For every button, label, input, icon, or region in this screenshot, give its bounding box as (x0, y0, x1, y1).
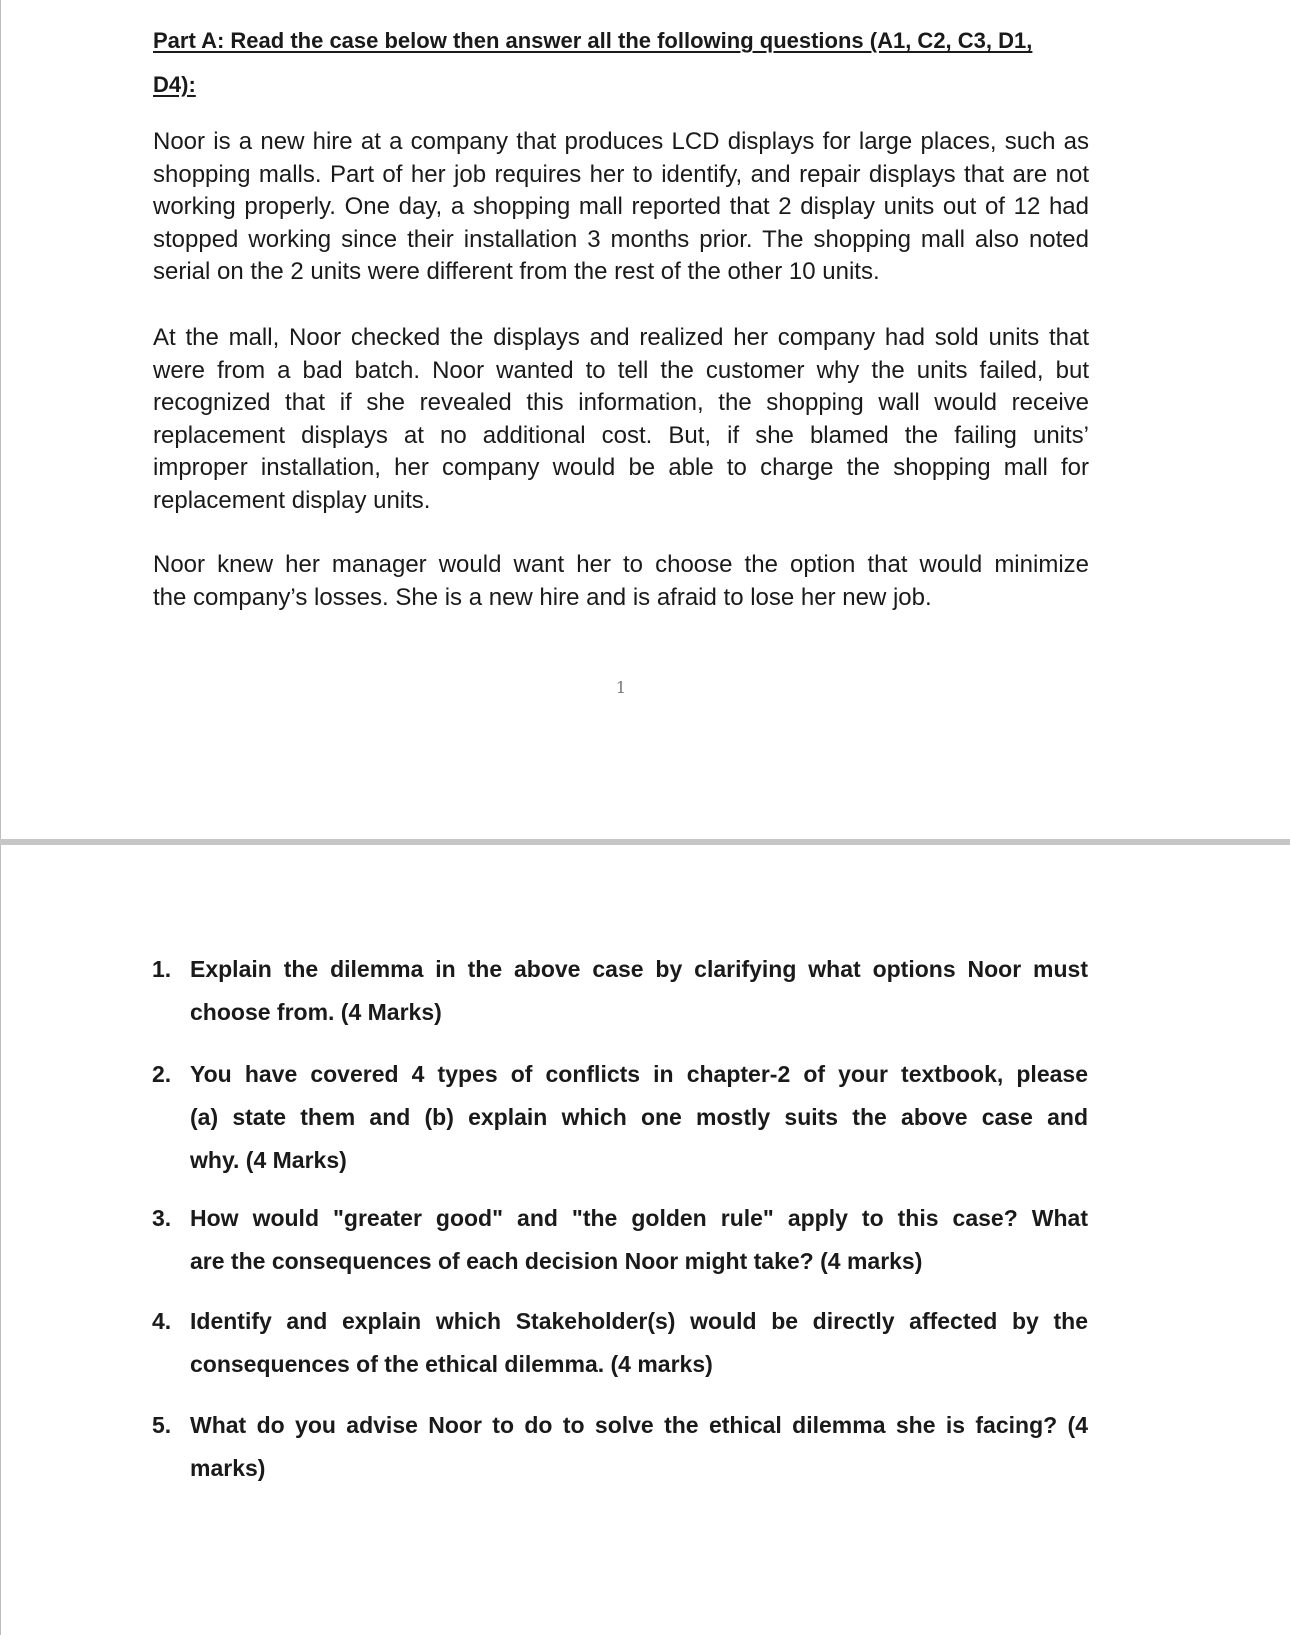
question-number: 2. (152, 1061, 172, 1087)
case-paragraph-1 (153, 126, 1089, 289)
heading-line: D4): (153, 72, 196, 97)
text-line: shopping malls. Part of her job requires her to identify, and repair displays that are not (153, 160, 1089, 188)
question-line: why. (4 Marks) (190, 1147, 347, 1173)
question-line: Identify and explain which Stakeholder(s) would be directly affected by the (190, 1308, 1088, 1334)
question-line: choose from. (4 Marks) (190, 999, 442, 1025)
question-line: How would "greater good" and "the golden rule" apply to this case? What (190, 1205, 1088, 1231)
page-number: 1 (615, 678, 627, 697)
question-number: 5. (152, 1412, 172, 1438)
question-number: 4. (152, 1308, 172, 1334)
text-line: recognized that if she revealed this information, the shopping wall would receive (153, 389, 1089, 416)
text-line: serial on the 2 units were different from the rest of the other 10 units. (153, 258, 880, 285)
question-3 (152, 1197, 1092, 1283)
heading-line: Part A: Read the case below then answer all the following questions (A1, C2, C3, D1, (153, 28, 1033, 53)
text-line: stopped working since their installation 3 months prior. The shopping mall also noted (153, 225, 1089, 253)
question-line: Explain the dilemma in the above case by clarifying what options Noor must (190, 956, 1088, 982)
question-line: are the consequences of each decision Noor might take? (4 marks) (190, 1248, 923, 1274)
question-line: You have covered 4 types of conflicts in chapter-2 of your textbook, please (190, 1061, 1088, 1087)
text-line: were from a bad batch. Noor wanted to tell the customer why the units failed, but (153, 356, 1089, 384)
case-paragraph-2 (153, 322, 1089, 517)
part-a-heading (153, 26, 1093, 100)
text-line: working properly. One day, a shopping mall reported that 2 display units out of 12 had (153, 193, 1089, 220)
text-line: replacement displays at no additional cost. But, if she blamed the failing units’ (153, 421, 1089, 449)
text-line: replacement display units. (153, 486, 431, 514)
question-5 (152, 1404, 1092, 1490)
case-paragraph-3 (153, 549, 1089, 614)
text-line: Noor knew her manager would want her to choose the option that would minimize (153, 551, 1089, 578)
text-line: improper installation, her company would be able to charge the shopping mall for (153, 454, 1089, 481)
question-4 (152, 1300, 1092, 1386)
question-line: What do you advise Noor to do to solve the ethical dilemma she is facing? (4 (190, 1412, 1088, 1438)
question-number: 1. (152, 956, 172, 982)
question-1 (152, 948, 1092, 1034)
question-2 (152, 1053, 1092, 1182)
question-line: (a) state them and (b) explain which one mostly suits the above case and (190, 1104, 1088, 1130)
text-line: the company’s losses. She is a new hire and is afraid to lose her new job. (153, 583, 932, 611)
text-line: At the mall, Noor checked the displays and realized her company had sold units that (153, 324, 1089, 351)
question-number: 3. (152, 1205, 172, 1231)
text-line: Noor is a new hire at a company that produces LCD displays for large places, such as (153, 128, 1089, 155)
question-line: consequences of the ethical dilemma. (4 marks) (190, 1351, 713, 1377)
question-line: marks) (190, 1455, 266, 1481)
